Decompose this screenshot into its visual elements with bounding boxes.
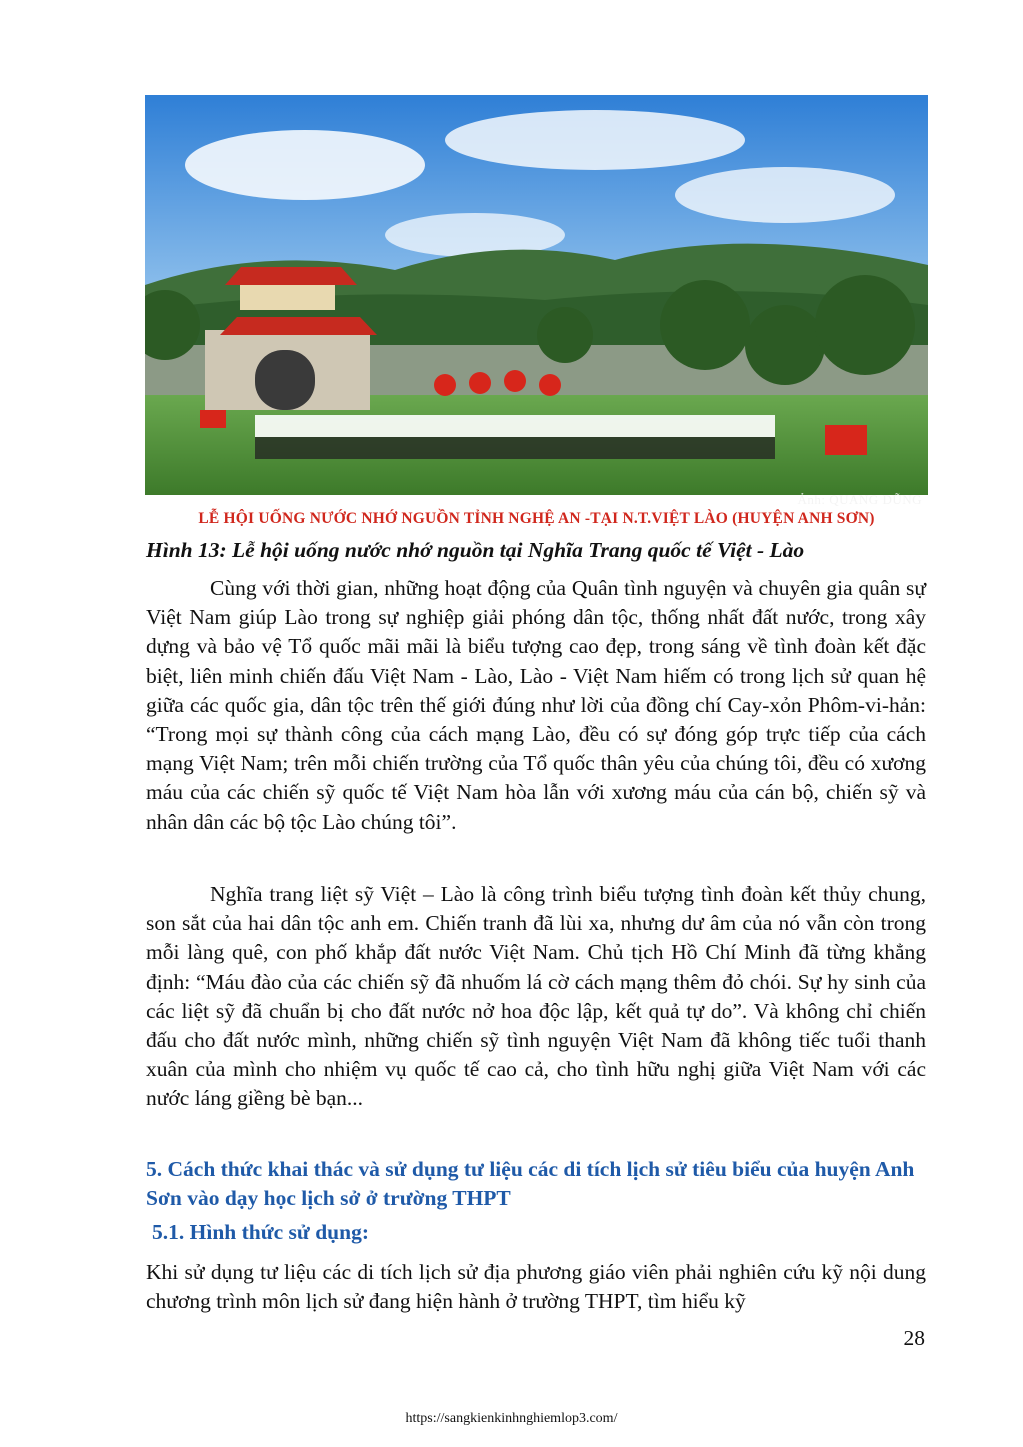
footer-url[interactable]: https://sangkienkinhnghiemlop3.com/ xyxy=(405,1411,618,1426)
section-heading-5-1: 5.1. Hình thức sử dụng: xyxy=(152,1220,369,1244)
page-number: 28 xyxy=(903,1326,925,1350)
festival-photo-illustration xyxy=(145,95,928,529)
section-heading-5: 5. Cách thức khai thác và sử dụng tư liệu các di tích lịch sử tiêu biểu của huyện Anh Sơn vào dạy học lịch sở ở trường THPT xyxy=(146,1157,915,1210)
festival-photo xyxy=(145,95,928,529)
paragraph-2: Nghĩa trang liệt sỹ Việt – Lào là công trình biểu tượng tình đoàn kết thủy chung, son sắt của hai dân tộc anh em. Chiến tranh đã lùi xa, nhưng dư âm của nó vẫn còn trong mỗi làng quê, con phố khắp đất nước Việt Nam. Chủ tịch Hồ Chí Minh đã từng khẳng định: “Máu đào của các chiến sỹ đã nhuốm lá cờ cách mạng thêm đỏ chói. Sự hy sinh của các liệt sỹ đã chuẩn bị cho đất nước nở hoa độc lập, kết quả tự do”. Và không chỉ chiến đấu cho đất nước mình, những chiến sỹ tình nguyện Việt Nam đã không tiếc tuổi thanh xuân của mình cho nhiệm vụ quốc tế cao cả, cho tình hữu nghị giữa Việt Nam với các nước láng giềng bè bạn... xyxy=(146,882,926,1111)
paragraph-3: Khi sử dụng tư liệu các di tích lịch sử địa phương giáo viên phải nghiên cứu kỹ nội dung chương trình môn lịch sử đang hiện hành ở trường THPT, tìm hiểu kỹ xyxy=(146,1260,926,1314)
figure-caption: Hình 13: Lễ hội uống nước nhớ nguồn tại Nghĩa Trang quốc tế Việt - Lào xyxy=(146,538,805,562)
paragraph-1: Cùng với thời gian, những hoạt động của Quân tình nguyện và chuyên gia quân sự Việt Nam giúp Lào trong sự nghiệp giải phóng dân tộc, thống nhất đất nước, trong xây dựng và bảo vệ Tổ quốc mãi mãi là biểu tượng cao đẹp, trong sáng về tình đoàn kết đặc biệt, liên minh chiến đấu Việt Nam - Lào, Lào - Việt Nam hiếm có trong lịch sử quan hệ giữa các quốc gia, dân tộc trên thế giới đúng như lời của đồng chí Cay-xỏn Phôm-vi-hản: “Trong mọi sự thành công của cách mạng Lào, đều có sự đóng góp trực tiếp của cách mạng Việt Nam; trên mỗi chiến trường của Tổ quốc thân yêu của chúng tôi, đều có xương máu của các chiến sỹ quốc tế Việt Nam hòa lẫn với xương máu của cán bộ, chiến sỹ và nhân dân các bộ tộc Lào chúng tôi”. xyxy=(146,576,926,834)
photo-banner-caption: LỄ HỘI UỐNG NƯỚC NHỚ NGUỒN TỈNH NGHỆ AN -TẠI N.T.VIỆT LÀO (HUYỆN ANH SƠN) xyxy=(198,510,875,527)
photo-credit: Ảnh: QUANG DŨNG xyxy=(797,492,922,507)
